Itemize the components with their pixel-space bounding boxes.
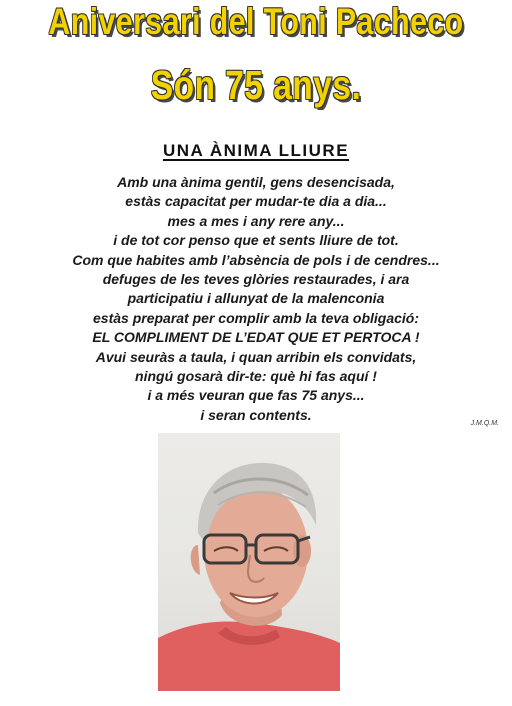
title-line-2: Són 75 anys. [150, 62, 362, 108]
poem-line: i seran contents. [200, 406, 312, 423]
poem-line: i de tot cor penso que et sents lliure de tot. [113, 232, 399, 249]
poem-line: participatiu i allunyat de la malenconia [127, 290, 385, 307]
poem-line: i a més veuran que fas 75 anys... [147, 387, 365, 404]
poem-line: defuges de les teves glòries restaurades, i ara [102, 271, 410, 288]
poem-line: Avui seuràs a taula, i quan arribin els convidats, [95, 348, 417, 365]
poem-line: estàs capacitat per mudar-te dia a dia... [125, 193, 387, 210]
title-line-1: Aniversari del Toni Pacheco [48, 1, 464, 42]
signature: J.M.Q.M. [470, 420, 499, 427]
shirt [158, 622, 340, 691]
poem-line: Com que habites amb l’absència de pols i de cendres... [72, 251, 440, 268]
poem-title: UNA ÀNIMA LLIURE [162, 141, 350, 160]
poem-line: EL COMPLIMENT DE L’EDAT QUE ET PERTOCA ! [92, 329, 420, 346]
poem-line: Amb una ànima gentil, gens desencisada, [117, 174, 395, 190]
poem-line: ningú gosarà dir-te: què hi fas aquí ! [135, 368, 377, 385]
portrait-photo [158, 433, 340, 691]
poem-body [0, 173, 512, 425]
poem-line: estàs preparat per complir amb la teva obligació: [93, 309, 419, 326]
poem-line: mes a mes i any rere any... [167, 212, 345, 229]
